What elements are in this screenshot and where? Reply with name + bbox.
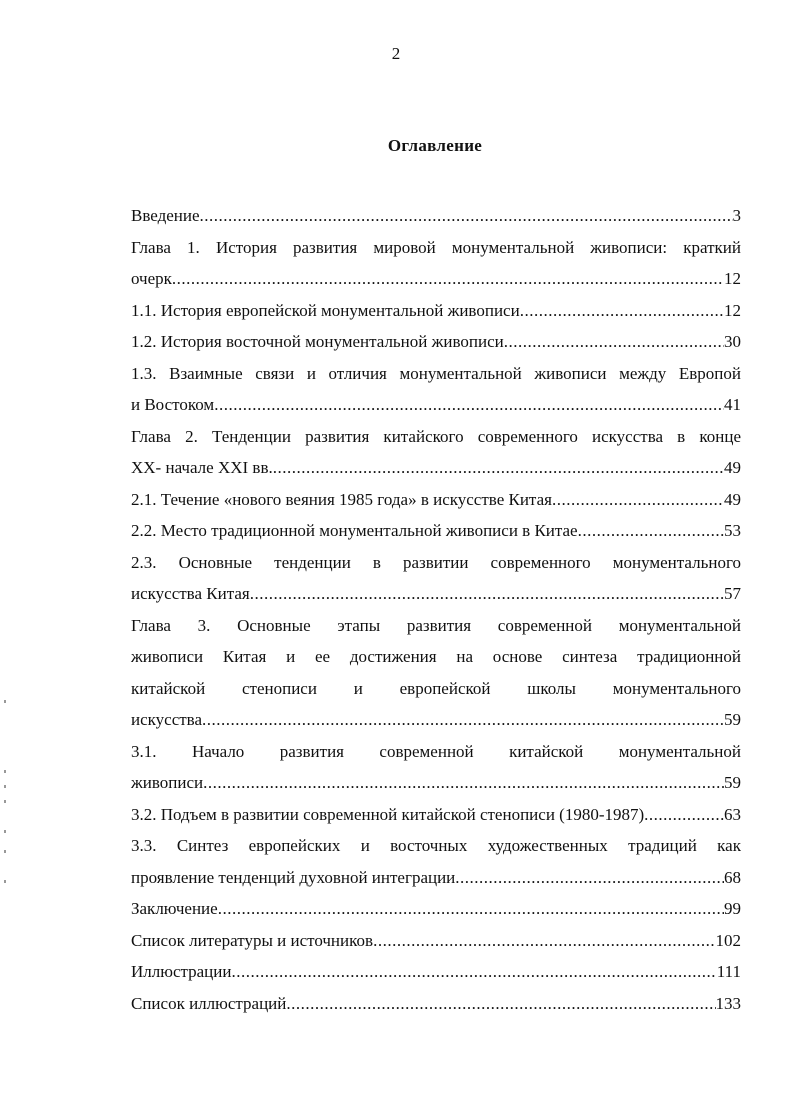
toc-entry-line: 1.3. Взаимные связи и отличия монументальной живописи между Европой — [131, 363, 741, 383]
toc-entry-line: китайской стенописи и европейской школы монументального — [131, 678, 741, 698]
table-of-contents — [131, 200, 741, 1019]
toc-entry — [131, 988, 741, 1020]
toc-entry — [131, 515, 741, 547]
toc-entry-page-number: 102 — [715, 930, 741, 950]
toc-entry-page-number: 12 — [724, 269, 741, 288]
dot-leader — [520, 295, 724, 327]
toc-entry-leader-line — [131, 988, 741, 1020]
toc-entry-line: 3.1. Начало развития современной китайской монументальной — [131, 741, 741, 761]
toc-entry-leader-line — [131, 452, 741, 484]
dot-leader — [202, 704, 724, 736]
toc-entry-leader-line — [131, 263, 741, 295]
toc-entry-leader-line — [131, 326, 741, 358]
toc-entry-title: проявление тенденций духовной интеграции — [131, 867, 456, 887]
page-number: 2 — [391, 44, 401, 63]
toc-entry-page-number: 53 — [724, 521, 741, 540]
toc-entry-page-number: 99 — [724, 899, 741, 918]
toc-entry-title: искусства — [131, 710, 203, 729]
toc-entry-page-number: 59 — [724, 710, 741, 729]
dot-leader — [250, 578, 724, 610]
toc-entry-line: 3.3. Синтез европейских и восточных художественных традиций как — [131, 836, 741, 855]
toc-entry-title: Иллюстрации — [131, 962, 232, 981]
toc-entry-leader-line — [131, 295, 741, 327]
dot-leader — [231, 956, 716, 988]
dot-leader — [578, 515, 724, 547]
toc-entry-title: 2.2. Место традиционной монументальной живописи в Китае — [131, 521, 578, 540]
toc-entry-title: 1.2. История восточной монументальной живописи — [131, 332, 504, 351]
toc-entry — [131, 956, 741, 988]
dot-leader — [214, 389, 724, 421]
toc-entry-leader-line — [131, 389, 741, 421]
toc-entry-title: Заключение — [131, 899, 218, 918]
toc-entry-leader-line — [131, 200, 741, 232]
toc-entry — [131, 232, 741, 295]
margin-scan-marks — [4, 700, 12, 890]
toc-entry-page-number: 49 — [724, 458, 741, 477]
toc-entry-title: живописи — [131, 773, 204, 792]
toc-entry-leader-line — [131, 799, 741, 831]
toc-entry-title: 2.1. Течение «нового веяния 1985 года» в искусстве Китая — [131, 489, 552, 509]
toc-entry-leader-line — [131, 956, 741, 988]
toc-entry-title: 3.2. Подъем в развитии современной китайской стенописи (1980-1987) — [131, 804, 645, 824]
toc-entry-page-number: 12 — [724, 300, 741, 320]
dot-leader — [552, 484, 724, 516]
toc-entry — [131, 830, 741, 893]
toc-entry — [131, 358, 741, 421]
toc-entry-leader-line — [131, 704, 741, 736]
toc-entry-leader-line — [131, 484, 741, 516]
toc-entry-title: Список литературы и источников — [131, 930, 374, 950]
toc-entry-page-number: 68 — [724, 867, 741, 887]
dot-leader — [218, 893, 724, 925]
dot-leader — [373, 925, 715, 957]
toc-entry-line: Глава 3. Основные этапы развития современной монументальной — [131, 615, 741, 635]
dot-leader — [172, 263, 724, 295]
toc-entry-page-number: 111 — [716, 962, 741, 981]
dot-leader — [504, 326, 724, 358]
toc-entry — [131, 547, 741, 610]
toc-entry — [131, 736, 741, 799]
toc-entry-leader-line — [131, 515, 741, 547]
dot-leader — [644, 799, 724, 831]
toc-entry-page-number: 57 — [724, 584, 741, 603]
toc-entry-title: Список иллюстраций — [131, 993, 287, 1013]
toc-entry-page-number: 49 — [724, 489, 741, 509]
toc-entry — [131, 484, 741, 516]
toc-entry — [131, 326, 741, 358]
dot-leader — [455, 862, 724, 894]
toc-entry-page-number: 59 — [724, 773, 741, 792]
toc-entry-title: и Востоком — [131, 395, 215, 414]
toc-entry-line: Глава 1. История развития мировой монументальной живописи: краткий — [131, 237, 741, 257]
toc-entry-page-number: 30 — [724, 332, 741, 351]
toc-entry-line: живописи Китая и ее достижения на основе синтеза традиционной — [131, 647, 741, 666]
toc-entry-page-number: 41 — [724, 395, 741, 414]
toc-entry — [131, 799, 741, 831]
toc-entry-title: XX- начале XXI вв. — [131, 458, 273, 477]
toc-entry-leader-line — [131, 862, 741, 894]
toc-entry — [131, 610, 741, 736]
toc-entry-leader-line — [131, 893, 741, 925]
toc-entry-title: Введение — [131, 206, 200, 225]
dot-leader — [200, 200, 733, 232]
toc-entry-page-number: 3 — [732, 206, 741, 225]
toc-entry-title: искусства Китая — [131, 584, 250, 603]
toc-entry-title: 1.1. История европейской монументальной живописи — [131, 300, 520, 320]
toc-entry-title: очерк — [131, 269, 172, 288]
dot-leader — [203, 767, 724, 799]
toc-entry-line: Глава 2. Тенденции развития китайского современного искусства в конце — [131, 426, 741, 446]
toc-entry-leader-line — [131, 578, 741, 610]
toc-entry — [131, 200, 741, 232]
dot-leader — [273, 452, 724, 484]
toc-entry-page-number: 133 — [715, 993, 741, 1013]
page-title: Оглавление — [387, 136, 483, 155]
toc-entry-leader-line — [131, 767, 741, 799]
dot-leader — [286, 988, 715, 1020]
toc-entry-line: 2.3. Основные тенденции в развитии современного монументального — [131, 552, 741, 572]
toc-entry — [131, 421, 741, 484]
toc-entry — [131, 295, 741, 327]
toc-entry — [131, 925, 741, 957]
toc-entry — [131, 893, 741, 925]
toc-entry-page-number: 63 — [724, 804, 741, 824]
toc-entry-leader-line — [131, 925, 741, 957]
